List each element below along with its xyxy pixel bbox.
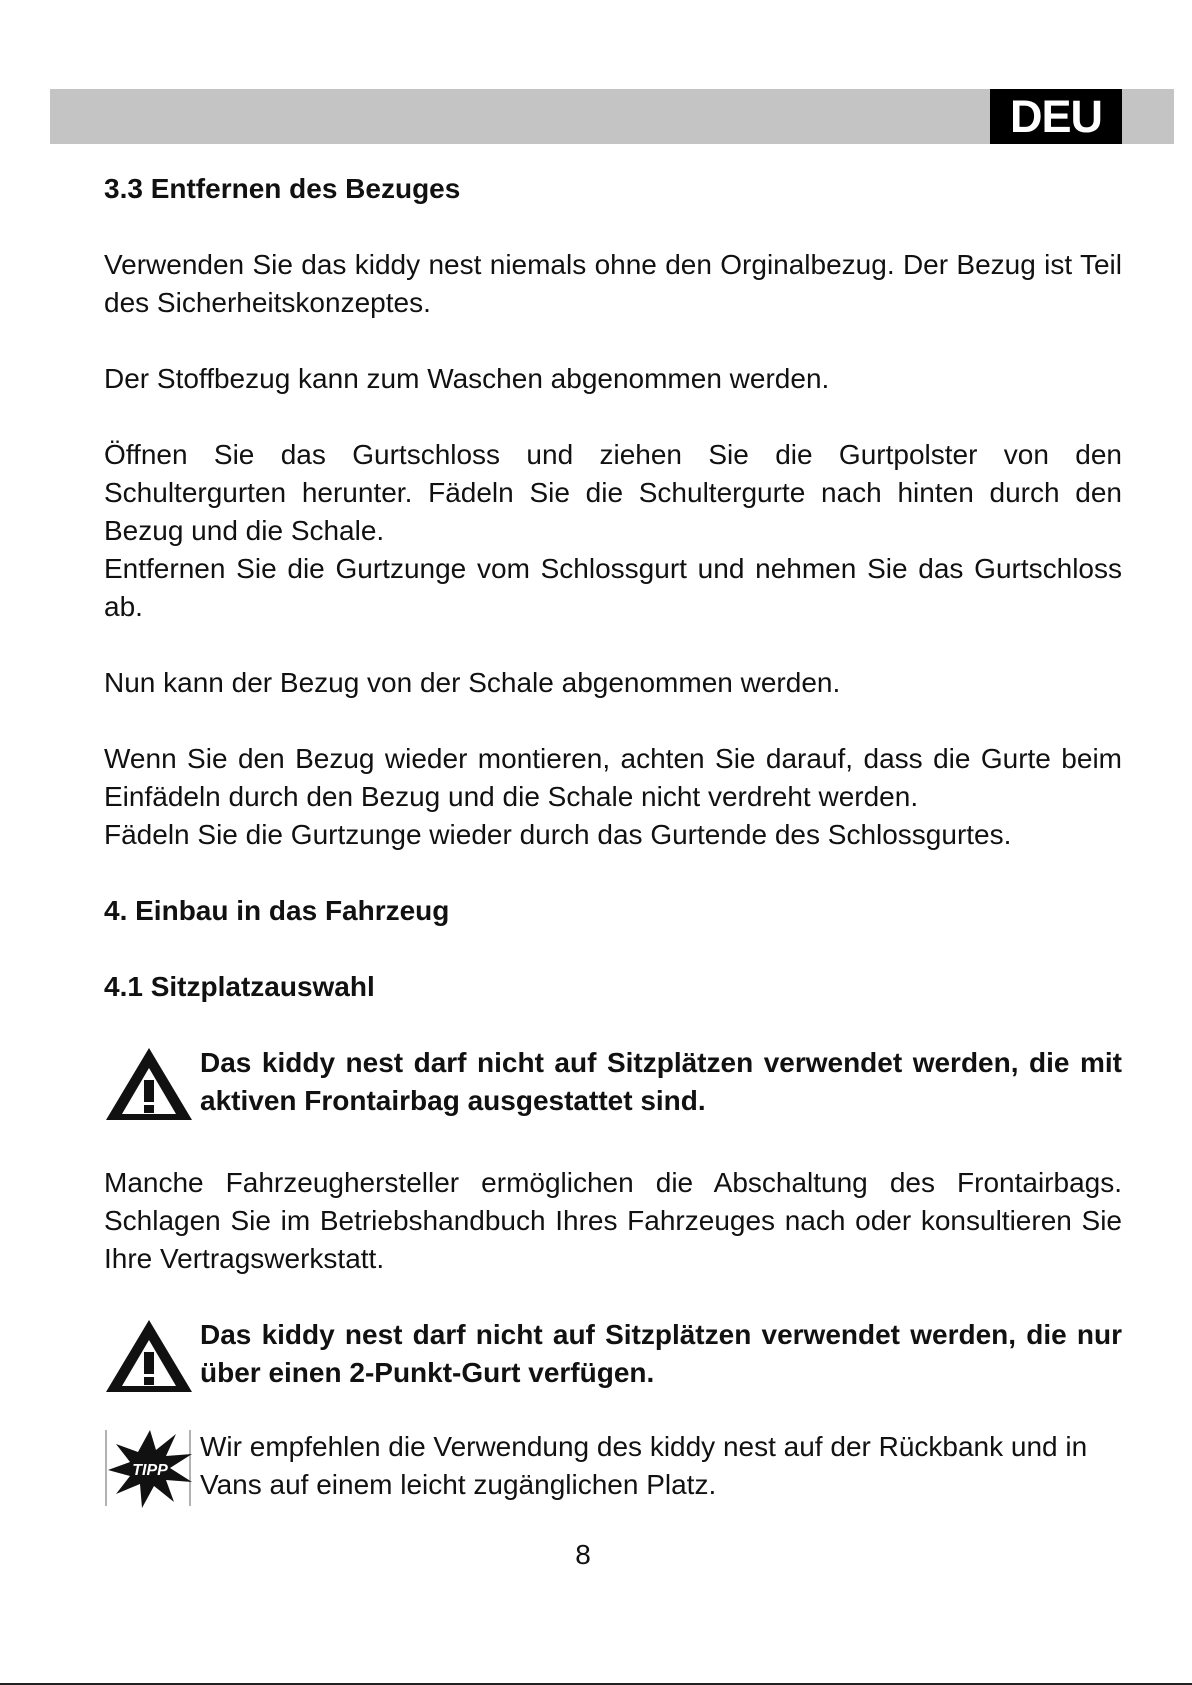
section-4-1-heading: 4.1 Sitzplatzauswahl [104, 971, 375, 1002]
paragraph: Entfernen Sie die Gurtzunge vom Schlossgurt und nehmen Sie das Gurtschloss ab. [104, 553, 1122, 622]
paragraph: Der Stoffbezug kann zum Waschen abgenommen werden. [104, 363, 830, 394]
page-content [104, 170, 1122, 1510]
page-number: 8 [575, 1539, 591, 1570]
paragraph: Nun kann der Bezug von der Schale abgenommen werden. [104, 667, 841, 698]
warning-text: Das kiddy nest darf nicht auf Sitzplätzen verwendet werden, die nur über einen 2-Punkt-Gurt verfügen. [200, 1319, 1122, 1388]
tip-icon-label: TIPP [132, 1462, 168, 1479]
paragraph: Manche Fahrzeughersteller ermöglichen die Abschaltung des Frontairbags. Schlagen Sie im Betriebshandbuch Ihres Fahrzeuges nach oder konsultieren Sie Ihre Vertragswerkstatt. [104, 1167, 1122, 1274]
paragraph: Fädeln Sie die Gurtzunge wieder durch das Gurtende des Schlossgurtes. [104, 819, 1012, 850]
paragraph: Öffnen Sie das Gurtschloss und ziehen Sie die Gurtpolster von den Schultergurten herunter. Fädeln Sie die Schultergurte nach hinten durch den Bezug und die Schale. [104, 439, 1122, 546]
warning-notice [104, 1316, 1122, 1398]
section-3-3-heading: 3.3 Entfernen des Bezuges [104, 173, 461, 204]
paragraph: Verwenden Sie das kiddy nest niemals ohne den Orginalbezug. Der Bezug ist Teil des Sicherheitskonzeptes. [104, 249, 1122, 318]
paragraph: Wenn Sie den Bezug wieder montieren, achten Sie darauf, dass die Gurte beim Einfädeln durch den Bezug und die Schale nicht verdreht werden. [104, 743, 1122, 812]
language-badge: DEU [990, 89, 1122, 144]
warning-icon [104, 1044, 200, 1126]
tip-text: Wir empfehlen die Verwendung des kiddy nest auf der Rückbank und in Vans auf einem leicht zugänglichen Platz. [200, 1431, 1088, 1500]
warning-icon [104, 1316, 200, 1398]
section-4-heading: 4. Einbau in das Fahrzeug [104, 895, 450, 926]
warning-text: Das kiddy nest darf nicht auf Sitzplätzen verwendet werden, die mit aktiven Frontairbag ausgestattet sind. [200, 1047, 1122, 1116]
tip-notice [104, 1428, 1122, 1510]
warning-notice [104, 1044, 1122, 1126]
tip-icon [104, 1428, 200, 1510]
